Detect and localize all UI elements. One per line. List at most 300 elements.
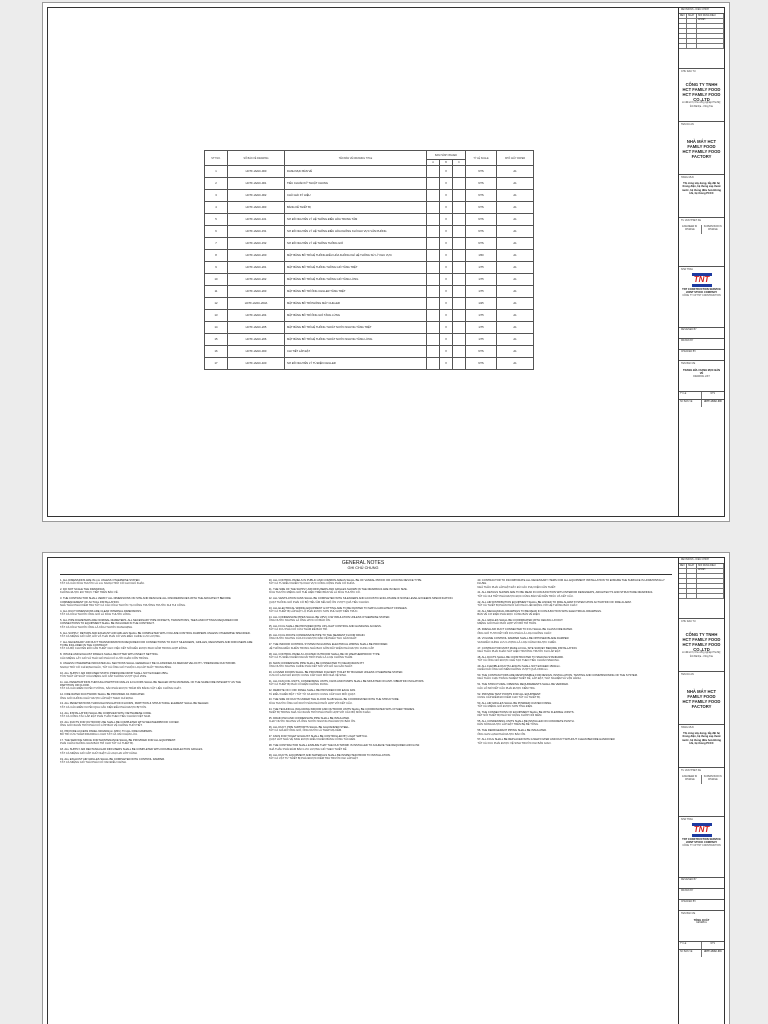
- note-text-vi: TỔN THẤT ÁP SUẤT CỦA MIỆNG GIÓ CẤP KHÔNG VƯỢT QUÁ 25Pa.: [60, 674, 147, 678]
- note-text-vi: HỆ THỐNG ĐIỀU KHIỂN TRONG NHÀ BAO GỒM DÂY ĐIỆN PHẢI ĐƯỢC CUNG CẤP.: [268, 646, 375, 650]
- row-scale: 1/75: [466, 322, 497, 334]
- row-title: CHI TIẾT LẮP ĐẶT: [285, 346, 427, 358]
- client-name: CÔNG TY TNHH HCT FAMILY FOOD: [682, 82, 721, 92]
- client-block: [679, 69, 724, 122]
- note-text-vi: TẤT CẢ ỐNG GIÓ ĐƯỢC CHẾ TẠO THEO TIÊU CHUẨN SMACNA.: [477, 659, 560, 663]
- row-paper: A1: [497, 214, 534, 226]
- table-row: [205, 178, 534, 190]
- note-text-en: 41. ALL DETAILS SHOWN ARE TO BE READ IN CONJUNCTION WITH INTERIOR DESIGNER'S, ARCHITECT'S AND STRUCTURE DRAWINGS.: [477, 591, 654, 595]
- note-item: [269, 597, 464, 604]
- row-issued-a: [427, 190, 440, 202]
- scope-block: [679, 725, 724, 768]
- contractor-block: [679, 267, 724, 328]
- contractor-label: NHA THAU: [681, 818, 694, 821]
- note-text-en: 45. FRESH AIR DUCT CONNECTED TO FCU SHALL BE CLASS FIRE RATED.: [477, 628, 573, 632]
- row-paper: A1: [497, 178, 534, 190]
- row-issued-c: [453, 310, 466, 322]
- row-issued-a: [427, 346, 440, 358]
- note-item: [477, 656, 672, 663]
- drawing-number: HCTF-HVAC-000: [703, 401, 722, 403]
- contractor-name-vn: CÔNG TY CP TNT CONSTRUCTION: [682, 294, 721, 297]
- note-text-en: 21. THE SIZE OF THE SUPPLY AIR DIFFUSERS AND GRILLES SHOWN IN THE DRAWINGS ARE IN NECK SIZE.: [268, 588, 408, 592]
- table-row: [205, 250, 534, 262]
- row-issued-a: [427, 166, 440, 178]
- note-text-vi: TẤT CẢ CÁC ĐIỂM XUYÊN QUA CẤU KIỆN ĐỀU PHẢI ĐƯỢC BỊT KÍN.: [60, 705, 147, 709]
- note-text-vi: DÀN NÓNG ĐƯỢC LẮP ĐẶT TRÊN BỆ BÊ TÔNG.: [477, 723, 539, 727]
- row-code: HCTF-HVAC-001: [228, 178, 285, 190]
- row-title: MẶT BẰNG BỐ TRÍ HỆ THỐNG THOÁT NƯỚC NGƯNG TẦNG LỬNG: [285, 334, 427, 346]
- note-text-en: 55. ALL CONDENSING UNITS SHALL BE INSTALLED ON CONCRETE PLINTH.: [477, 720, 575, 724]
- table-row: [205, 226, 534, 238]
- note-text-en: 16. PROVIDE ACCESS PANEL 600x600mm (MIN.) TO ALL FIRE DAMPERS.: [60, 730, 153, 733]
- note-item: [60, 730, 255, 737]
- drawing-area: [48, 558, 679, 1024]
- row-issued-c: [453, 166, 466, 178]
- note-text-en: 43. ALL MECHANICAL DRAWINGS TO BE READ IN CONJUNCTION WITH ELECTRICAL DRAWINGS.: [477, 609, 602, 613]
- row-title: MẶT BẰNG BỐ TRÍ HỆ THỐNG ĐIỀU HÒA KHÔNG KHÍ HỆ THỐNG SỬ LÝ KHU VỰC: [285, 250, 427, 262]
- consultant-block: [679, 218, 724, 267]
- note-text-vi: QUẠT THÔNG GIÓ PHẢI CÓ BỘ TIÊU ÂM NẾU ĐỘ ỒN VƯỢT QUÁ TIÊU CHUẨN.: [268, 600, 370, 604]
- rev-col-date: NGAY: [687, 14, 697, 19]
- note-text-vi: CÁC MIỆNG LẤY GIÓ VÀ THẢI GIÓ PHẢI CÓ LƯỚI CHẮN CÔN TRÙNG.: [60, 656, 149, 660]
- note-item: [477, 647, 672, 654]
- note-text-en: 9. UNLESS OTHERWISE INDICATED ALL SECTIONS SHALL GENERALLY BE CLASSIFIED AS MEDIUM VELOCITY / PRESSURE DUCTWORK.: [60, 662, 237, 666]
- note-item: [269, 662, 464, 669]
- row-issued-b: X: [440, 286, 453, 298]
- row-issued-a: [427, 274, 440, 286]
- scope-label: HANG MUC: [681, 726, 695, 729]
- note-text-en: 17. THE SERVICE SPACE FOR MAINTENANCE SHALL BE PROVIDED FOR ALL EQUIPMENT.: [60, 739, 176, 743]
- drawing-title-label: TEN BAN VE: [681, 362, 696, 365]
- note-text-en: 11. ALL PENETRATIONS THROUGH PARTITION WALLS & FLOORS SHALL BE SEALED WITH MATERIAL OF THE SAME FIRE INTEGRITY AS THE PARTITION OR FLOOR.: [60, 680, 241, 688]
- designed-by: DESIGNED BY: [679, 878, 724, 889]
- row-paper: A1: [497, 202, 534, 214]
- note-text-vi: NHÀ THẦU PHẢI LẮP ĐẶT ĐẦY ĐỦ CÁC PHỤ KIỆN CẦN THIẾT.: [477, 585, 556, 589]
- note-item: [477, 729, 672, 736]
- row-issued-a: [427, 238, 440, 250]
- note-item: [477, 738, 672, 745]
- row-paper: A1: [497, 238, 534, 250]
- note-item: [477, 610, 672, 617]
- note-text-vi: BỐ TRÍ CỬA THĂM 600x600mm CHO TẤT CẢ VAN CHẶN LỬA.: [60, 733, 138, 737]
- row-scale: 1/75: [466, 286, 497, 298]
- note-text-vi: TẤT CẢ MIỆNG GIÓ CẤP CHỮ NHẬT LÀ LOẠI HAI LỚP CÁNH.: [60, 751, 138, 755]
- note-text-en: 47. CONTRACTOR MUST MAKE A FULL SITE SURVEY BEFORE INSTALLATION.: [477, 646, 578, 650]
- client-name-en: HCT FAMILY FOOD CO.,LTD: [682, 641, 721, 652]
- drawn-by: DRAWN BY: [679, 339, 724, 350]
- drawing-index-body: [205, 166, 534, 370]
- row-no: 4: [205, 202, 228, 214]
- row-scale: NTS: [466, 202, 497, 214]
- row-issued-c: [453, 346, 466, 358]
- note-item: [477, 665, 672, 672]
- note-text-vi: TẤT CẢ BỘ CHUYỂN ĐỔI CẦN THIẾT CHO VIỆC KẾT NỐI ĐỀU ĐƯỢC BAO GỒM TRONG HỢP ĐỒNG.: [60, 647, 188, 651]
- note-text-en: 5. ALL PIPE DIAMETERS ARE NOMINAL DIAMETERS. ALL NECESSARY PIPE OFFSETS, TRANSITIONS, TEES AND FITTINGS REQUIRED FOR CONNECTIONS TO EQUIPMENT SHALL BE INCLUDED IN THE CONTRACT.: [60, 619, 239, 626]
- row-issued-a: [427, 214, 440, 226]
- drawing-sheet-list: [42, 2, 730, 522]
- row-no: 9: [205, 262, 228, 274]
- col-header-scale: TỶ LỆ SCALE: [466, 151, 497, 166]
- col-header-paper: KHỔ GIẤY PAPER: [497, 151, 534, 166]
- note-item: [477, 579, 672, 589]
- note-item: [269, 726, 464, 733]
- note-text-vi: TẤT CẢ CÁC KÍCH THƯỚC LÀ mm NGOẠI TRỪ CÓ GHI CHÚ KHÁC.: [60, 582, 145, 586]
- table-row: [205, 274, 534, 286]
- note-item: [269, 625, 464, 632]
- row-code: HCTF-HVAC-201: [228, 262, 285, 274]
- row-code: HCTF-HVAC-000: [228, 166, 285, 178]
- client-address: Lô đất số 3, Khu công nghiệp Phú Mỹ, tỉnh Bà Rịa - Vũng Tàu: [682, 102, 721, 108]
- row-no: 11: [205, 286, 228, 298]
- note-text-en: 22. ALL VENTILATION FANS SHALL BE COMPLETED WITH SILENCERS AND ACOUSTIC ENCLOSURE IF NOISE LEVEL EXCEEDS SPECIFICATION.: [268, 597, 454, 601]
- note-text-vi: TẤT CẢ FCU PHẢI ĐƯỢC VỆ SINH TRƯỚC KHI BÀN GIAO.: [477, 741, 552, 745]
- row-issued-b: X: [440, 250, 453, 262]
- supervisor-in-charge: SUPERVISOR IN CHARGE: [703, 776, 722, 782]
- row-issued-c: [453, 358, 466, 370]
- engineer-in-charge: ENGINEER IN CHARGE: [679, 225, 702, 233]
- row-issued-c: [453, 238, 466, 250]
- row-paper: A1: [497, 190, 534, 202]
- note-item: [269, 607, 464, 614]
- row-title: SƠ ĐỒ NGUYÊN LÝ HỆ THỐNG ĐIỀU HÒA KHÔNG KHÍ KHU VỰC VĂN PHÒNG: [285, 226, 427, 238]
- project-label: TEN DU AN: [681, 673, 694, 676]
- row-code: HCTF-HVAC-002: [228, 190, 285, 202]
- row-issued-b: X: [440, 190, 453, 202]
- notes-column-3: [477, 579, 672, 1024]
- note-text-vi: CUNG CẤP ĐIỂM ĐO KIỂM CHO TẤT CẢ THIẾT BỊ.: [477, 695, 541, 699]
- note-item: [477, 637, 672, 644]
- row-no: 16: [205, 346, 228, 358]
- note-text-vi: TẤT CẢ MIỆNG GIÓ THẢI PHẢI CÓ VAN ĐIỀU CHỈNH.: [60, 760, 127, 764]
- note-text-en: 49. ALL FLEXIBLE DUCTS LENGTH SHALL NOT EXCEED 1500mm.: [477, 664, 561, 668]
- note-item: [60, 588, 255, 595]
- table-row: [205, 358, 534, 370]
- note-text-vi: NHÀ THẦU PHẢI ĐẢM BẢO LƯU LƯỢNG GIÓ THEO THIẾT KẾ.: [268, 747, 348, 751]
- note-text-en: 6. ALL SUPPLY, RETURN AND EXHAUST AIR GRILLES SHALL BE COMPLETED WITH VOLUME CONTROL DAMPERS UNLESS OTHERWISE SPECIFIED.: [60, 631, 251, 635]
- note-item: [60, 702, 255, 709]
- note-item: [60, 693, 255, 700]
- row-scale: 1/25: [466, 298, 497, 310]
- note-item: [477, 619, 672, 626]
- note-text-en: 44. ALL GRILLES SHALL BE COORDINATED WITH CEILING LAYOUT.: [477, 619, 564, 623]
- note-text-en: 30. LOUVER DOORS SHALL BE PROVIDED IN EVERY TOILET BY BUILDER UNLESS OTHERWISE STATED.: [268, 670, 404, 674]
- issued-sub-b: B: [440, 160, 453, 166]
- row-issued-a: [427, 322, 440, 334]
- contractor-block: [679, 817, 724, 878]
- consultant-label: TU VAN THIET KE: [681, 219, 701, 222]
- notes-column-2: [269, 579, 464, 1024]
- note-text-vi: TẤT CẢ TỦ ĐIỀU KHIỂN TẠI KHU VỰC CÔNG CỘNG PHẢI CÓ KHÓA.: [268, 582, 356, 586]
- note-text-en: 24. ALL CONDENSATE PIPES SHALL BE UPVC C/W INSULATION UNLESS OTHERWISE STATED.: [268, 615, 391, 619]
- row-code: HCTF-HVAC-101: [228, 214, 285, 226]
- note-text-vi: TẤT CẢ CHI TIẾT PHẢI ĐƯỢC ĐỌC CÙNG BẢN VẼ KIẾN TRÚC VÀ KẾT CẤU.: [477, 594, 574, 598]
- note-item: [477, 702, 672, 709]
- row-paper: A1: [497, 322, 534, 334]
- project-name: NHÀ MÁY HCT FAMILY FOOD: [686, 689, 717, 699]
- row-issued-b: X: [440, 274, 453, 286]
- row-issued-c: [453, 214, 466, 226]
- note-text-en: 57. ALL FCUs SHALL BE REPLACED WITH A NEW FILTER AND DUCT WITHOUT CLEAN BEFORE HANDOVER.: [477, 738, 616, 742]
- revision-block: [679, 558, 724, 619]
- row-no: 7: [205, 238, 228, 250]
- table-row: [205, 286, 534, 298]
- row-paper: A1: [497, 262, 534, 274]
- consultant-block: [679, 768, 724, 817]
- note-text-en: 36. ALL DUCT, PIPE SUPPORTS SHALL BE GALVANIZED STEEL.: [268, 726, 350, 729]
- note-item: [269, 708, 464, 715]
- row-code: HCTF-HVAC-203: [228, 286, 285, 298]
- contractor-logo: TNT: [692, 273, 712, 287]
- table-row: [205, 262, 534, 274]
- rev-col-content: NOI DUNG DIEU CHINH: [697, 14, 724, 19]
- checked-by: CHECKED BY: [679, 350, 724, 361]
- note-text-vi: ỐNG NƯỚC NGƯNG CHÍNH PHẢI KẾT NỐI VỚI HỐ GA GẦN NHẤT.: [268, 664, 353, 668]
- note-item: [60, 597, 255, 607]
- contractor-name-vn: CÔNG TY CP TNT CONSTRUCTION: [682, 844, 721, 847]
- note-item: [269, 744, 464, 751]
- note-text-vi: ỐNG NƯỚC NGƯNG LÀ ỐNG uPVC CÓ BẢO ÔN.: [268, 619, 331, 623]
- note-text-en: 25. ALL FCUs SHALL BE PROVIDED WITH UP-LIGHT CONTROL AND HANDLING ACCESS.: [268, 624, 382, 628]
- row-scale: 1/75: [466, 262, 497, 274]
- row-issued-c: [453, 322, 466, 334]
- note-text-en: 34. THE TECHNICAL INCLUDING INDOOR AND OUTDOOR UNITS SHALL BE COORDINATED WITH OTHER TRADES.: [268, 707, 415, 711]
- note-text-en: 48. ALL DUCTS SHALL BE CONSTRUCTED TO SMACNA STANDARD.: [477, 655, 564, 659]
- row-paper: A1: [497, 334, 534, 346]
- revision-grid: [679, 13, 724, 49]
- row-paper: A1: [497, 346, 534, 358]
- drawing-number: HCTF-HVAC-001: [703, 951, 722, 953]
- note-text-en: 1. ALL DIMENSIONS ARE IN mm UNLESS OTHERWISE STATED.: [60, 579, 141, 582]
- scale-label: TY LE: [679, 392, 702, 399]
- note-item: [269, 717, 464, 724]
- table-row: [205, 322, 534, 334]
- note-item: [60, 619, 255, 629]
- note-text-en: 7. ALL NECESSARY AIR DUCT TRANSFORMATION REQUIRED FOR CONNECTIONS TO DUCT SILENCERS, GRILLES, REGISTERS AND DIFFUSERS ARE TO BE INCLUDED IN THE CONTRACT.: [60, 640, 253, 648]
- notes-column-1: [60, 579, 255, 1024]
- note-text-en: 23. ALL ELECTRICAL WIRING EQUIPMENT & FITTING ARE TO BE PAINTED TO MATCH ARCHITECT FINISHES.: [268, 606, 408, 610]
- row-scale: 1/75: [466, 310, 497, 322]
- contractor-name: TNT CONSTRUCTION SERVICE JOINT STOCK COMPANY: [682, 288, 721, 295]
- note-text-vi: ỐNG GIÓ CHỐNG CHÁY ĐƯỢC LẮP ĐẶT THEO CHỈ ĐỊNH.: [60, 696, 134, 700]
- note-text-vi: CỬA CÓ LAM GIÓ ĐƯỢC CUNG CẤP CHO MỖI NHÀ VỆ SINH.: [268, 674, 347, 678]
- notes-subtitle: GHI CHÚ CHUNG: [347, 566, 379, 570]
- note-text-en: 10. ALL SUPPLY AIR DIFFUSER STATIC PRESSURE DROP SHALL NOT EXCEED 25Pa.: [60, 671, 169, 675]
- row-issued-b: X: [440, 202, 453, 214]
- row-no: 5: [205, 214, 228, 226]
- note-text-vi: TẤT CẢ GIÁ ĐỠ ỐNG GIÓ, ỐNG NƯỚC LÀ THÉP MẠ KẼM.: [268, 729, 342, 733]
- designed-by: DESIGNED BY: [679, 328, 724, 339]
- row-scale: NTS: [466, 178, 497, 190]
- note-text-en: 28. ALL CONTROL PANELS LOCATED OUTDOOR SHALL BE OF WEATHERPROOF TYPE.: [268, 652, 381, 656]
- note-item: [269, 634, 464, 641]
- row-issued-b: X: [440, 214, 453, 226]
- row-code: HCTF-HVAC-151: [228, 226, 285, 238]
- row-issued-b: X: [440, 226, 453, 238]
- contractor-label: NHA THAU: [681, 268, 694, 271]
- note-text-en: 15. ALL DUCTS FOR OUTDOOR USE SHALL BE COMPLETED WITH WEATHERPROOF COVER.: [60, 720, 180, 724]
- drawing-title: TRANG BÌA / DANH MỤC BẢN VẼ: [683, 369, 720, 376]
- supervisor-in-charge: SUPERVISOR IN CHARGE: [703, 226, 722, 232]
- note-text-en: 12. FIRE RATED DUCTWORK SHALL BE PROVIDED AS INDICATED.: [60, 693, 146, 697]
- row-issued-b: X: [440, 238, 453, 250]
- client-label: CHU DAU TU: [681, 620, 696, 623]
- row-scale: NTS: [466, 358, 497, 370]
- scope-block: [679, 175, 724, 218]
- note-item: [60, 653, 255, 660]
- row-no: 10: [205, 274, 228, 286]
- row-no: 3: [205, 190, 228, 202]
- table-row: [205, 298, 534, 310]
- row-paper: A1: [497, 286, 534, 298]
- note-text-vi: TẤT CẢ MIỆNG GIÓ CẤP, HỒI VÀ THẢI PHẢI CÓ VAN ĐIỀU CHỈNH LƯU LƯỢNG.: [60, 634, 161, 638]
- row-code: HCTF-HVAC-200: [228, 250, 285, 262]
- col-header-code: SỐ BẢN VẼ DRAWING: [228, 151, 285, 166]
- row-issued-c: [453, 226, 466, 238]
- checked-by: CHECKED BY: [679, 900, 724, 911]
- row-issued-c: [453, 274, 466, 286]
- scope-text: Thi công xây dựng, lắp đặt hệ thống điện, hệ thống cấp thoát nước, hệ thống điều hoà không khí, hệ thống PCCC: [681, 732, 722, 745]
- row-no: 6: [205, 226, 228, 238]
- note-text-en: 14. ALL INSTALLATION SHALL BE COMPLIED WITH VIETNAMESE CODE.: [60, 711, 152, 715]
- note-item: [269, 579, 464, 586]
- rev-col-content: NOI DUNG DIEU CHINH: [697, 564, 724, 569]
- scale-value: NTS: [710, 943, 716, 945]
- issued-sub-a: A: [427, 160, 440, 166]
- note-text-en: 37. FANS FOR TOILET EXHAUST SHALL BE CONTROLLED BY LIGHT SWITCH.: [268, 735, 368, 739]
- note-text-en: 35. DRAIN PAN AND CONDENSATE PIPE SHALL BE INSULATED.: [268, 716, 350, 720]
- col-header-issued: BAN HÀNH ISSUED: [427, 151, 466, 160]
- row-code: HCTF-HVAC-300: [228, 346, 285, 358]
- row-no: 15: [205, 334, 228, 346]
- note-text-vi: QUẠT HÚT NHÀ VỆ SINH ĐƯỢC ĐIỀU KHIỂN BẰNG CÔNG TẮC ĐÈN.: [268, 738, 356, 742]
- issued-sub-c: C: [453, 160, 466, 166]
- row-no: 12: [205, 298, 228, 310]
- note-text-vi: TẤT CẢ VẬT TƯ THIẾT BỊ PHẢI ĐƯỢC KIỂM TRA TRƯỚC KHI LẮP ĐẶT.: [268, 756, 359, 760]
- note-text-vi: TẤT CẢ CÁC ĐIỂM XUYÊN TƯỜNG, SÀN PHẢI ĐƯỢC TRÁM KÍN BẰNG VẬT LIỆU CHỐNG CHÁY.: [60, 687, 182, 691]
- title-block: [679, 8, 724, 516]
- note-text-vi: CHIỀU DÀI ỐNG GIÓ MỀM KHÔNG VƯỢT QUÁ 1500mm.: [477, 668, 549, 672]
- table-row: [205, 202, 534, 214]
- drawing-index-table: [204, 150, 534, 370]
- note-text-vi: PHẢI CHỪA KHÔNG GIAN BẢO TRÌ CHO TẤT CẢ THIẾT BỊ.: [60, 742, 134, 746]
- note-text-vi: NGOẠI TRỪ CÓ CHỈ ĐỊNH KHÁC, TẤT CẢ ỐNG GIÓ THUỘC LOẠI ÁP SUẤT TRUNG BÌNH.: [60, 665, 172, 669]
- row-no: 1: [205, 166, 228, 178]
- row-paper: A1: [497, 274, 534, 286]
- table-row: [205, 214, 534, 226]
- row-issued-c: [453, 178, 466, 190]
- row-code: HCTF-HVAC-152: [228, 238, 285, 250]
- row-issued-a: [427, 358, 440, 370]
- row-code: HCTF-HVAC-205: [228, 322, 285, 334]
- note-text-en: 50. THE CONTRACTORS ARE RESPONSIBLE FOR DESIGN, INSTALLATION, TESTING AND COMMISSIONING OF THE SYSTEM.: [477, 674, 638, 678]
- note-item: [60, 579, 255, 586]
- row-title: DANH MỤC BẢN VẼ: [285, 166, 427, 178]
- row-scale: NTS: [466, 190, 497, 202]
- row-issued-a: [427, 226, 440, 238]
- revision-header: REVISIONS - DIEU CHINH: [681, 9, 709, 11]
- consultant-label: TU VAN THIET KE: [681, 769, 701, 772]
- note-item: [269, 735, 464, 742]
- note-item: [269, 588, 464, 595]
- row-title: MẶT BẰNG BỐ TRÍ ỐNG CHILLER TẦNG TRỆT: [285, 286, 427, 298]
- row-code: HCTF-HVAC-203A: [228, 298, 285, 310]
- engineer-in-charge: ENGINEER IN CHARGE: [679, 775, 702, 783]
- sheet-frame: [47, 557, 725, 1024]
- row-issued-b: X: [440, 298, 453, 310]
- note-text-vi: TẤT CẢ MIỆNG GIÓ ĐƯỢC SƠN TĨNH ĐIỆN.: [477, 705, 533, 709]
- project-label: TEN DU AN: [681, 123, 694, 126]
- note-text-vi: TẤT CẢ KÍCH THƯỚC ỐNG LÀ KÍCH THƯỚC DANH ĐỊNH.: [60, 625, 133, 629]
- note-text-en: 4. ALL DUCT DIMENSIONS ARE CLEAR INTERNAL DIMENSIONS.: [60, 609, 142, 613]
- row-issued-c: [453, 298, 466, 310]
- note-item: [477, 720, 672, 727]
- row-no: 13: [205, 310, 228, 322]
- note-item: [269, 754, 464, 761]
- note-text-en: 32. REMOTE ON / OFF PANEL SHALL BE PROVIDED FOR EACH FAN.: [268, 689, 356, 693]
- note-text-en: 19. ALL EXHAUST AIR GRILLES SHALL BE COMPLETED WITH CONTROL DAMPER.: [60, 757, 165, 761]
- project-block: [679, 672, 724, 725]
- row-title: SƠ ĐỒ NGUYÊN LÝ TỦ ĐIỆN CHILLER: [285, 358, 427, 370]
- note-item: [269, 689, 464, 696]
- note-text-vi: TỦ ĐIỀU KHIỂN BẬT / TẮT TỪ XA ĐƯỢC CUNG CẤP CHO MỖI QUẠT.: [268, 692, 356, 696]
- client-name-en: HCT FAMILY FOOD CO.,LTD: [682, 91, 721, 102]
- note-item: [269, 653, 464, 660]
- col-header-no: STT NO.: [205, 151, 228, 166]
- note-item: [477, 683, 672, 690]
- note-text-vi: ỐNG GAS LẠNH PHẢI ĐƯỢC BẢO ÔN.: [477, 732, 526, 736]
- contractor-logo: TNT: [692, 823, 712, 837]
- row-scale: NTS: [466, 166, 497, 178]
- note-text-en: 53. ALL AIR GRILLES SHALL BE POWDER COATED FINISH.: [477, 701, 552, 705]
- row-issued-a: [427, 262, 440, 274]
- note-item: [269, 616, 464, 623]
- note-item: [269, 698, 464, 705]
- row-no: 14: [205, 322, 228, 334]
- note-item: [60, 632, 255, 639]
- table-row: [205, 346, 534, 358]
- drawing-area: [48, 8, 679, 516]
- row-issued-c: [453, 286, 466, 298]
- drawing-title-en: GENERAL: [696, 922, 707, 925]
- note-text-vi: KÍCH THƯỚC MIỆNG GIÓ THỂ HIỆN TRÊN BẢN VẼ LÀ KÍCH THƯỚC CỔ.: [268, 591, 361, 595]
- note-text-vi: ỐNG GIÓ TƯƠI KẾT NỐI FCU PHẢI LÀ LOẠI CHỐNG CHÁY.: [477, 631, 552, 635]
- note-text-vi: TẤT CẢ THIẾT BỊ PHÂN PHỐI GIÓ PHẢI LIÊN ĐỘNG VỚI HỆ THỐNG BÁO CHÁY.: [477, 603, 578, 607]
- row-issued-b: X: [440, 166, 453, 178]
- row-issued-a: [427, 298, 440, 310]
- note-item: [60, 721, 255, 728]
- row-title: MẶT BẰNG BỐ TRÍ HỆ THỐNG THÔNG GIÓ TẦNG TRỆT: [285, 262, 427, 274]
- note-text-vi: KHÔNG ĐƯỢC ĐO TRỰC TIẾP TRÊN BẢN VẼ.: [60, 591, 119, 595]
- row-paper: A1: [497, 358, 534, 370]
- note-text-en: 31. ALL FAN COIL UNITS, CONDENSING UNITS, FANS AND PUMPS SHALL BE MOUNTED ON ANTI-VIBRATION ISOLATORS.: [268, 680, 425, 684]
- row-issued-a: [427, 310, 440, 322]
- note-text-en: 27. THE INDOOR CONTROL SYSTEM INCLUDING ELECTRICAL WIRING SHALL BE PROVIDED.: [268, 643, 389, 647]
- row-issued-b: X: [440, 322, 453, 334]
- table-row: [205, 334, 534, 346]
- note-text-vi: NHÀ THẦU PHẢI KIỂM TRA TẤT CẢ CÁC KÍCH THƯỚC TẠI CÔNG TRƯỜNG TRƯỚC KHI THI CÔNG.: [60, 603, 186, 607]
- row-title: SƠ ĐỒ NGUYÊN LÝ HỆ THỐNG THÔNG GIÓ: [285, 238, 427, 250]
- sheet-frame: [47, 7, 725, 517]
- row-paper: A1: [497, 298, 534, 310]
- note-text-en: 46. VOLUME CONTROL DAMPER SHALL BE OPPOSED BLADE DAMPER.: [477, 637, 570, 641]
- title-block: [679, 558, 724, 1024]
- row-paper: A1: [497, 226, 534, 238]
- row-issued-b: X: [440, 178, 453, 190]
- row-issued-a: [427, 250, 440, 262]
- note-item: [477, 674, 672, 681]
- revision-block: [679, 8, 724, 69]
- note-text-en: 13. ALL PENETRATIONS THROUGH INSULATION FLOORS, PARTITION & STRUCTURAL ELEMENT SHALL BE SEALED.: [60, 702, 210, 706]
